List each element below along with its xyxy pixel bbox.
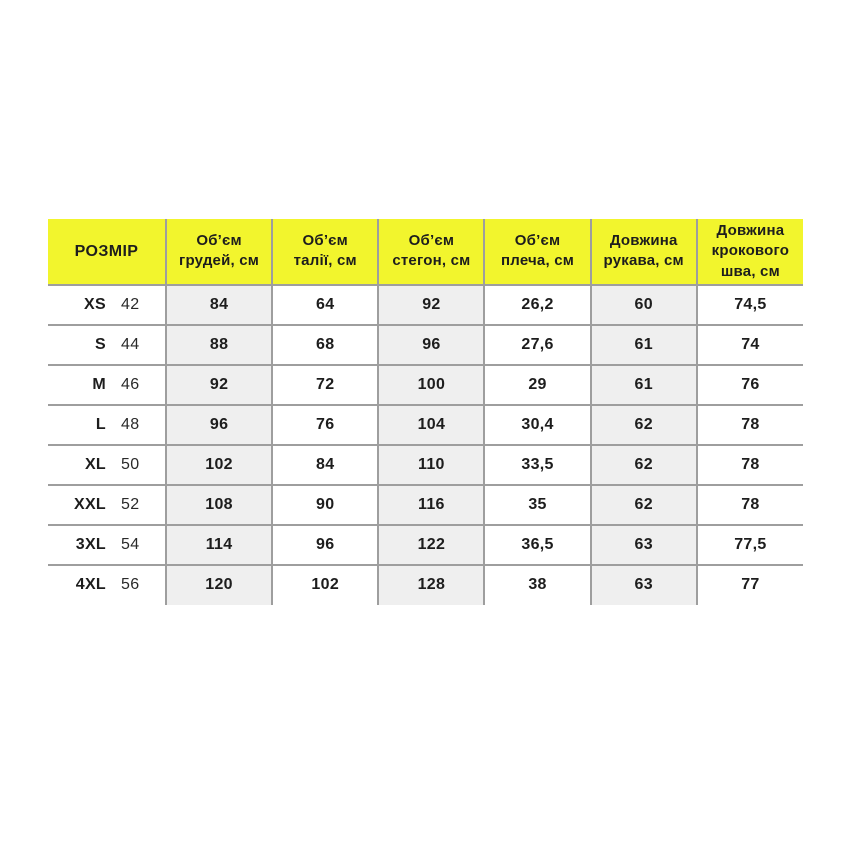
value-cell-sleeve: 62 <box>591 445 697 485</box>
table-row <box>48 285 803 325</box>
size-chart-table <box>48 219 803 605</box>
value-cell-sleeve: 62 <box>591 405 697 445</box>
value-cell-inseam: 78 <box>697 405 803 445</box>
value-cell-hips: 100 <box>378 365 484 405</box>
size-number: 44 <box>121 335 140 353</box>
value-cell-chest: 102 <box>166 445 272 485</box>
size-cell <box>48 565 166 605</box>
size-number: 56 <box>121 576 140 594</box>
size-cell <box>48 485 166 525</box>
size-label: 4XL <box>75 576 106 594</box>
value-cell-shoulder: 26,2 <box>484 285 590 325</box>
size-number: 54 <box>121 535 140 553</box>
table-body <box>48 285 803 605</box>
value-cell-chest: 120 <box>166 565 272 605</box>
size-cell <box>48 365 166 405</box>
value-cell-sleeve: 62 <box>591 485 697 525</box>
table-row <box>48 365 803 405</box>
value-cell-shoulder: 38 <box>484 565 590 605</box>
size-cell <box>48 525 166 565</box>
value-cell-shoulder: 35 <box>484 485 590 525</box>
value-cell-inseam: 74 <box>697 325 803 365</box>
size-number: 46 <box>121 375 140 393</box>
size-label: XL <box>84 455 106 473</box>
value-cell-hips: 92 <box>378 285 484 325</box>
value-cell-hips: 122 <box>378 525 484 565</box>
value-cell-hips: 128 <box>378 565 484 605</box>
size-cell <box>48 325 166 365</box>
value-cell-hips: 116 <box>378 485 484 525</box>
value-cell-shoulder: 36,5 <box>484 525 590 565</box>
table-header-row <box>48 219 803 285</box>
value-cell-inseam: 76 <box>697 365 803 405</box>
table-row <box>48 525 803 565</box>
size-label: 3XL <box>75 535 106 553</box>
size-number: 50 <box>121 455 140 473</box>
column-header-chest: Об’єм грудей, см <box>166 219 272 285</box>
table-row <box>48 565 803 605</box>
size-cell <box>48 445 166 485</box>
size-label: S <box>95 335 106 353</box>
table-row <box>48 405 803 445</box>
value-cell-inseam: 77,5 <box>697 525 803 565</box>
table-row <box>48 485 803 525</box>
column-header-size: РОЗМІР <box>48 219 166 285</box>
value-cell-waist: 68 <box>272 325 378 365</box>
size-label: L <box>95 415 106 433</box>
size-number: 42 <box>121 295 140 313</box>
value-cell-chest: 114 <box>166 525 272 565</box>
column-header-inseam: Довжина крокового шва, см <box>697 219 803 285</box>
table-row <box>48 445 803 485</box>
value-cell-hips: 110 <box>378 445 484 485</box>
size-label: XXL <box>73 495 106 513</box>
value-cell-waist: 96 <box>272 525 378 565</box>
value-cell-shoulder: 27,6 <box>484 325 590 365</box>
value-cell-shoulder: 29 <box>484 365 590 405</box>
column-header-shoulder: Об’єм плеча, см <box>484 219 590 285</box>
column-header-waist: Об’єм талії, см <box>272 219 378 285</box>
size-cell <box>48 405 166 445</box>
value-cell-shoulder: 33,5 <box>484 445 590 485</box>
value-cell-shoulder: 30,4 <box>484 405 590 445</box>
value-cell-sleeve: 61 <box>591 325 697 365</box>
value-cell-waist: 64 <box>272 285 378 325</box>
value-cell-chest: 88 <box>166 325 272 365</box>
size-label: M <box>92 375 106 393</box>
value-cell-waist: 72 <box>272 365 378 405</box>
size-number: 48 <box>121 415 140 433</box>
value-cell-waist: 84 <box>272 445 378 485</box>
value-cell-hips: 96 <box>378 325 484 365</box>
value-cell-inseam: 74,5 <box>697 285 803 325</box>
value-cell-waist: 90 <box>272 485 378 525</box>
value-cell-waist: 102 <box>272 565 378 605</box>
value-cell-sleeve: 63 <box>591 525 697 565</box>
column-header-sleeve: Довжина рукава, см <box>591 219 697 285</box>
table-row <box>48 325 803 365</box>
value-cell-chest: 92 <box>166 365 272 405</box>
value-cell-hips: 104 <box>378 405 484 445</box>
value-cell-inseam: 78 <box>697 445 803 485</box>
value-cell-inseam: 77 <box>697 565 803 605</box>
size-label: XS <box>84 295 106 313</box>
value-cell-chest: 108 <box>166 485 272 525</box>
value-cell-chest: 84 <box>166 285 272 325</box>
value-cell-chest: 96 <box>166 405 272 445</box>
value-cell-waist: 76 <box>272 405 378 445</box>
column-header-hips: Об’єм стегон, см <box>378 219 484 285</box>
value-cell-sleeve: 61 <box>591 365 697 405</box>
value-cell-sleeve: 63 <box>591 565 697 605</box>
size-cell <box>48 285 166 325</box>
value-cell-sleeve: 60 <box>591 285 697 325</box>
size-number: 52 <box>121 495 140 513</box>
value-cell-inseam: 78 <box>697 485 803 525</box>
